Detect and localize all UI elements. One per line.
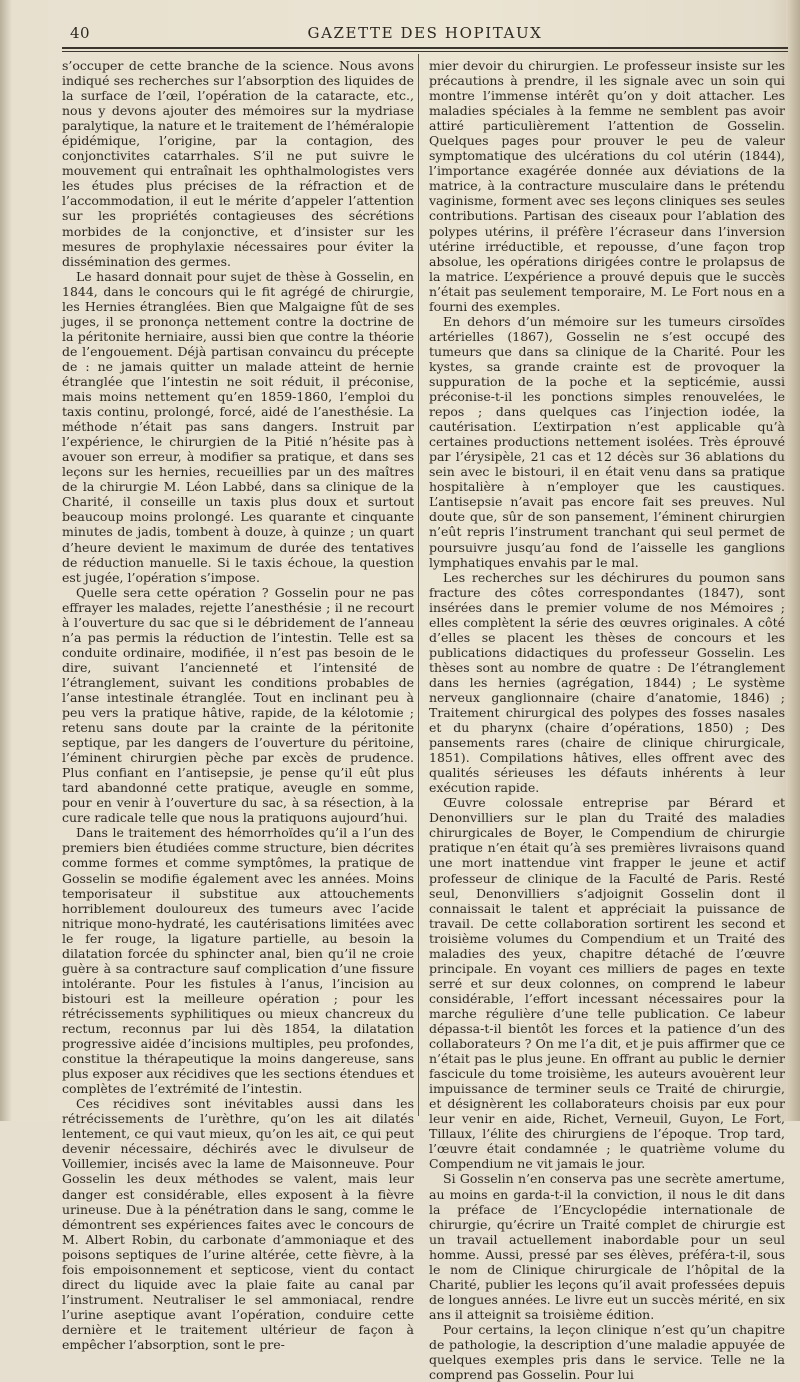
paragraph: Ces récidives sont inévitables aussi dans les rétrécissements de l’urèthre, qu’on les ait dilatés lentement, ce qui vaut mieux, qu’on les ait, ce qui peut devenir nécessaire, déchirés avec le divulseur de Voillemier, incisés avec la lame de Maisonneuve. Pour Gosselin les deux méthodes se valent, mais leur danger est considérable, elles exposent à la fièvre urineuse. Due à la pénétration dans le sang, comme le démontrent ses expériences faites avec le concours de M. Albert Robin, du carbonate d’ammoniaque et des poisons septiques de l’urine altérée, cette fièvre, à la fois empoisonnement et septicose, vient du contact direct du liquide avec la plaie faite au canal par l’instrument. Neutraliser le sel ammoniacal, rendre l’urine aseptique avant l’opération, conduire cette dernière et le traitement ultérieur de façon à empêcher l’absorption, sont le pre- (62, 1096, 414, 1352)
left-column (62, 58, 414, 1352)
right-column (429, 58, 785, 1382)
page-number: 40 (70, 24, 91, 42)
paragraph: s’occuper de cette branche de la science. Nous avons indiqué ses recherches sur l’absorption des liquides de la surface de l’œil, l’opération de la cataracte, etc., nous y devons ajouter des mémoires sur la mydriase paralytique, la nature et le traitement de l’héméralopie épidémique, l’origine, par la contagion, des conjonctivites catarrhales. S’il ne put suivre le mouvement qui entraînait les ophthalmologistes vers les études plus précises de la réfraction et de l’accommodation, il eut le mérite d’appeler l’attention sur les propriétés contagieuses des sécrétions morbides de la conjonctive, et d’insister sur les mesures de prophylaxie nécessaires pour éviter la dissémination des germes. (62, 58, 414, 269)
header-rule (62, 47, 788, 52)
page-header (62, 22, 788, 44)
paragraph: Quelle sera cette opération ? Gosselin pour ne pas effrayer les malades, rejette l’anesthésie ; il ne recourt à l’ouverture du sac que si le débridement de l’anneau n’a pas permis la réduction de l’intestin. Telle est sa conduite ordinaire, modifiée, il n’est pas besoin de le dire, suivant l’ancienneté et l’intensité de l’étranglement, suivant les conditions probables de l’anse intestinale étranglée. Tout en inclinant peu à peu vers la pratique hâtive, rapide, de la kélotomie ; retenu sans doute par la crainte de la péritonite septique, par les dangers de l’ouverture du péritoine, l’éminent chirurgien pèche par excès de prudence. Plus confiant en l’antisepsie, je pense qu’il eût plus tard abandonné cette pratique, aveugle en somme, pour en venir à l’ouverture du sac, à sa résection, à la cure radicale telle que nous la pratiquons aujourd’hui. (62, 584, 414, 826)
paragraph: mier devoir du chirurgien. Le professeur insiste sur les précautions à prendre, il les signale avec un soin qui montre l’immense intérêt qu’on y doit attacher. Les maladies spéciales à la femme ne semblent pas avoir attiré particulièrement l’attention de Gosselin. Quelques pages pour prouver le peu de valeur symptomatique des ulcérations du col utérin (1844), l’importance exagérée donnée aux déviations de la matrice, à la contracture musculaire dans le prétendu vaginisme, forment avec ses leçons cliniques ses seules contributions. Partisan des ciseaux pour l’ablation des polypes utérins, il préfère l’écraseur dans l’inversion utérine irréductible, et repousse, d’une façon trop absolue, les opérations dirigées contre le prolapsus de la matrice. L’expérience a prouvé depuis que le succès n’était pas seulement temporaire, M. Le Fort nous en a fourni des exemples. (429, 58, 785, 314)
paragraph: Œuvre colossale entreprise par Bérard et Denonvilliers sur le plan du Traité des maladies chirurgicales de Boyer, le Compendium de chirurgie pratique n’en était qu’à ses premières livraisons quand une mort inattendue vint frapper le jeune et actif professeur de clinique de la Faculté de Paris. Resté seul, Denonvilliers s’adjoignit Gosselin dont il connaissait le talent et appréciait la puissance de travail. De cette collaboration sortirent les second et troisième volumes du Compendium et un Traité des maladies des yeux, chapitre détaché de l’œuvre principale. En voyant ces milliers de pages en texte serré et sur deux colonnes, on comprend le labeur considérable, l’effort incessant nécessaires pour la marche régulière d’une telle publication. Ce labeur dépassa-t-il bientôt les forces et la patience d’un des collaborateurs ? On me l’a dit, et je puis affirmer que ce n’était pas le plus jeune. En offrant au public le dernier fascicule du tome troisième, les auteurs avouèrent leur impuissance de terminer seuls ce Traité de chirurgie, et désignèrent les collaborateurs choisis par eux pour leur venir en aide, Richet, Verneuil, Guyon, Le Fort, Tillaux, l’élite des chirurgiens de l’époque. Trop tard, l’œuvre était condamnée ; le quatrième volume du Compendium ne vit jamais le jour. (429, 795, 785, 1172)
paragraph: Le hasard donnait pour sujet de thèse à Gosselin, en 1844, dans le concours qui le fit agrégé de chirurgie, les Hernies étranglées. Bien que Malgaigne fût de ses juges, il se prononça nettement contre la doctrine de la péritonite herniaire, aussi bien que contre la théorie de l’engouement. Déjà partisan convaincu du précepte de : ne jamais quitter un malade atteint de hernie étranglée que l’intestin ne soit réduit, il préconise, mais moins nettement qu’en 1859-1860, l’emploi du taxis continu, prolongé, forcé, aidé de l’anesthésie. La méthode n’était pas sans dangers. Instruit par l’expérience, le chirurgien de la Pitié n’hésite pas à avouer son erreur, à modifier sa pratique, et dans ses leçons sur les hernies, recueillies par un des maîtres de la chirurgie M. Léon Labbé, dans sa clinique de la Charité, il conseille un taxis plus doux et surtout beaucoup moins prolongé. Les quarante et cinquante minutes de jadis, tombent à douze, à quinze ; un quart d’heure devient le maximum de durée des tentatives de réduction manuelle. Si le taxis échoue, la question est jugée, l’opération s’impose. (62, 268, 414, 585)
paragraph: Si Gosselin n’en conserva pas une secrète amertume, au moins en garda-t-il la conviction, il nous le dit dans la préface de l’Encyclopédie internationale de chirurgie, qu’écrire un Traité complet de chirurgie est un travail actuellement inabordable pour un seul homme. Aussi, pressé par ses élèves, préféra-t-il, sous le nom de Clinique chirurgicale de l’hôpital de la Charité, publier les leçons qu’il avait professées depuis de longues années. Le livre eut un succès mérité, en six ans il atteignit sa troisième édition. (429, 1171, 785, 1322)
page-edge-shadow (786, 0, 800, 1121)
paragraph: Les recherches sur les déchirures du poumon sans fracture des côtes correspondantes (1847), sont insérées dans le premier volume de nos Mémoires ; elles complètent la série des œuvres originales. A côté d’elles se placent les thèses de concours et les publications didactiques du professeur Gosselin. Les thèses sont au nombre de quatre : De l’étranglement dans les hernies (agrégation, 1844) ; Le système nerveux ganglionnaire (chaire d’anatomie, 1846) ; Traitement chirurgical des polypes des fosses nasales et du pharynx (chaire d’opérations, 1850) ; Des pansements rares (chaire de clinique chirurgicale, 1851). Compilations hâtives, elles offrent avec des qualités sérieuses les défauts inhérents à leur exécution rapide. (429, 569, 785, 796)
paragraph: Pour certains, la leçon clinique n’est qu’un chapitre de pathologie, la description d’une maladie appuyée de quelques exemples pris dans le service. Telle ne la comprend pas Gosselin. Pour lui (429, 1321, 785, 1382)
journal-title: GAZETTE DES HOPITAUX (307, 24, 543, 42)
paragraph: En dehors d’un mémoire sur les tumeurs cirsoïdes artérielles (1867), Gosselin ne s’est occupé des tumeurs que dans sa clinique de la Charité. Pour les kystes, sa grande crainte est de provoquer la suppuration de la poche et la septicémie, aussi préconise-t-il les ponctions simples renouvelées, le repos ; dans quelques cas l’injection iodée, la cautérisation. L’extirpation n’est applicable qu’à certaines productions nettement isolées. Très éprouvé par l’érysipèle, 21 cas et 12 décès sur 36 ablations du sein avec le bistouri, il en était venu dans sa pratique hospitalière à n’employer que les caustiques. L’antisepsie n’avait pas encore fait ses preuves. Nul doute que, sûr de son pansement, l’éminent chirurgien n’eût repris l’instrument tranchant qui seul permet de poursuivre jusqu’au fond de l’aisselle les ganglions lymphatiques envahis par le mal. (429, 313, 785, 570)
paragraph: Dans le traitement des hémorrhoïdes qu’il a l’un des premiers bien étudiées comme structure, bien décrites comme formes et comme symptômes, la pratique de Gosselin se modifie également avec les années. Moins temporisateur il substitue aux attouchements horriblement douloureux des tumeurs avec l’acide nitrique mono-hydraté, les cautérisations limitées avec le fer rouge, la ligature partielle, au besoin la dilatation forcée du sphincter anal, bien qu’il ne croie guère à sa contracture sauf complication d’une fissure intolérante. Pour les fistules à l’anus, l’incision au bistouri est la meilleure opération ; pour les rétrécissements syphilitiques ou mieux chancreux du rectum, reconnus par lui dès 1854, la dilatation progressive aidée d’incisions multiples, peu profondes, constitue la thérapeutique la moins dangereuse, sans plus exposer aux récidives que les sections étendues et complètes de l’extrémité de l’intestin. (62, 825, 414, 1097)
column-divider (418, 54, 419, 1116)
